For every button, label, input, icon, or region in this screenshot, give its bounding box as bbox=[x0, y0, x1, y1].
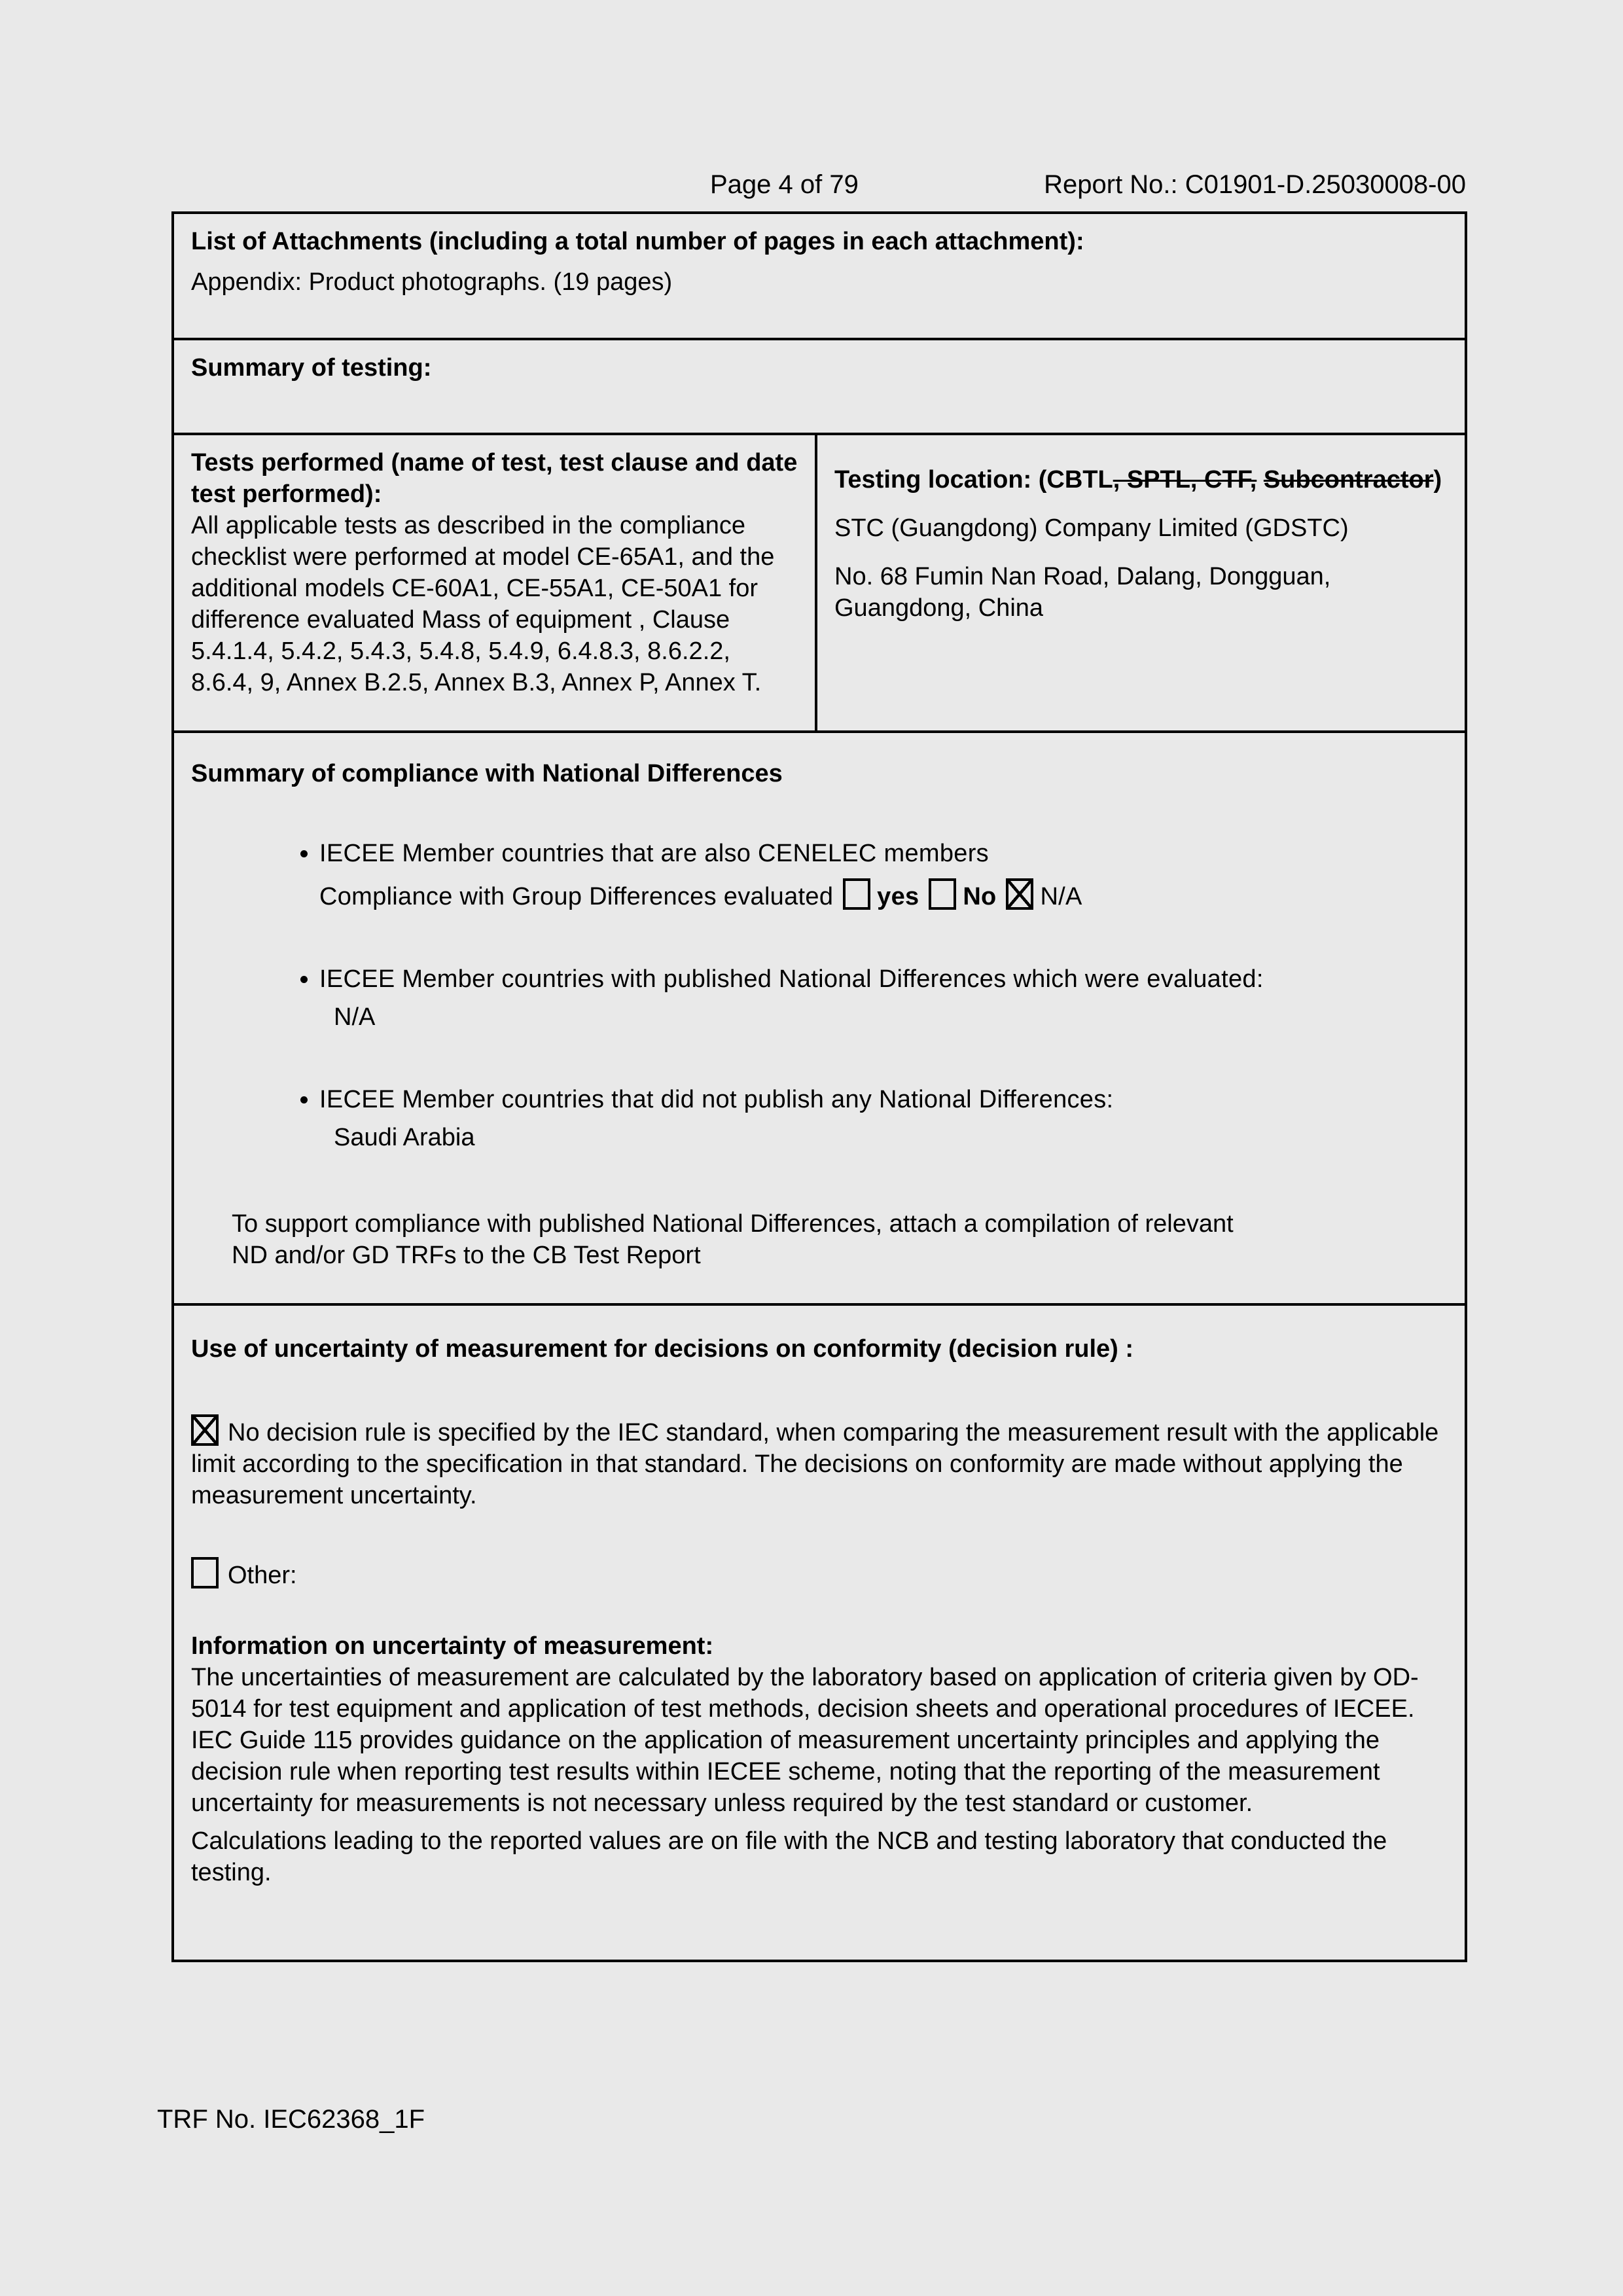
trf-number: TRF No. IEC62368_1F bbox=[157, 2105, 425, 2134]
testing-location-suffix: ) bbox=[1433, 466, 1442, 493]
compliance-evaluated-label: Compliance with Group Differences evaluated bbox=[319, 883, 834, 910]
tests-performed-title: Tests performed (name of test, test clause and date test performed): bbox=[191, 449, 798, 508]
uncertainty-info-title: Information on uncertainty of measurement: bbox=[191, 1632, 714, 1660]
page-number: Page 4 of 79 bbox=[710, 170, 859, 199]
bullet1-compliance-line bbox=[319, 878, 1448, 912]
uncertainty-paragraph-1: The uncertainties of measurement are calculated by the laboratory based on application of criteria given by OD-5014 for test equipment and application of test methods, decision sheets and operational procedures of IECEE. bbox=[191, 1664, 1419, 1723]
bullet1-text: • IECEE Member countries that are also CENELEC members bbox=[319, 840, 989, 867]
testing-location-company: STC (Guangdong) Company Limited (GDSTC) bbox=[834, 514, 1349, 542]
checkbox-na-label: N/A bbox=[1040, 883, 1082, 910]
section-national-differences bbox=[174, 730, 1465, 1303]
decision-rule-option-1 bbox=[191, 1414, 1448, 1511]
uncertainty-paragraph-3: Calculations leading to the reported values are on file with the NCB and testing laboratory that conducted the testing. bbox=[191, 1827, 1387, 1886]
summary-of-testing-title: Summary of testing: bbox=[191, 354, 432, 382]
list-item bbox=[319, 838, 1448, 912]
list-item bbox=[319, 963, 1448, 1033]
national-differences-title: Summary of compliance with National Differences bbox=[191, 760, 783, 787]
report-number: Report No.: C01901-D.25030008-00 bbox=[1044, 170, 1466, 199]
uncertainty-title: Use of uncertainty of measurement for decisions on conformity (decision rule) : bbox=[191, 1335, 1134, 1363]
decision-rule-option-2 bbox=[191, 1557, 1448, 1591]
section-tests-performed bbox=[174, 433, 1465, 730]
testing-location-struck-1: , SPTL, CTF, bbox=[1113, 466, 1257, 493]
attachments-body: Appendix: Product photographs. (19 pages) bbox=[191, 268, 673, 296]
checkbox-yes-label: yes bbox=[877, 883, 919, 910]
attachments-title: List of Attachments (including a total number of pages in each attachment): bbox=[191, 228, 1084, 255]
section-uncertainty bbox=[174, 1303, 1465, 1960]
checkbox-no-decision-rule[interactable] bbox=[191, 1414, 219, 1446]
testing-location-address: No. 68 Fumin Nan Road, Dalang, Dongguan, Guangdong, China bbox=[834, 563, 1331, 622]
national-differences-note: To support compliance with published National Differences, attach a compilation of relevant ND and/or GD TRFs to the CB Test Report bbox=[232, 1210, 1234, 1269]
testing-location-prefix: Testing location: (CBTL bbox=[834, 466, 1113, 493]
section-attachments bbox=[174, 214, 1465, 338]
report-table bbox=[171, 211, 1467, 1962]
bullet2-value: N/A bbox=[334, 1003, 376, 1031]
bullet3-text: • IECEE Member countries that did not publish any National Differences: bbox=[319, 1086, 1114, 1113]
testing-location-cell bbox=[817, 435, 1465, 730]
tests-performed-body: All applicable tests as described in the compliance checklist were performed at model CE-65A1, and the additional models CE-60A1, CE-55A1, CE-50A1 for difference evaluated Mass of equipment , Clause 5.4.1.4, 5.4.2, 5.4.3, 5.4.8, 5.4.9, 6.4.8.3, 8.6.2.2, 8.6.4, 9, Annex B.2.5, Annex B.3, Annex P, Annex T. bbox=[191, 512, 775, 696]
decision-rule-option-2-text: Other: bbox=[228, 1562, 297, 1589]
decision-rule-option-1-text: No decision rule is specified by the IEC standard, when comparing the measurement result with the applicable limit according to the specification in that standard. The decisions on conformity are made without applying the measurement uncertainty. bbox=[191, 1419, 1439, 1509]
testing-location-title bbox=[834, 464, 1449, 495]
checkbox-no-label: No bbox=[963, 883, 997, 910]
bullet2-text: • IECEE Member countries with published National Differences which were evaluated: bbox=[319, 965, 1264, 993]
national-differences-list bbox=[191, 838, 1448, 1153]
checkbox-other[interactable] bbox=[191, 1557, 219, 1588]
section-summary-of-testing bbox=[174, 338, 1465, 433]
checkbox-na[interactable] bbox=[1006, 878, 1033, 910]
checkbox-yes[interactable] bbox=[843, 878, 870, 910]
tests-performed-cell bbox=[174, 435, 817, 730]
testing-location-struck-2: Subcontractor bbox=[1263, 466, 1434, 493]
list-item bbox=[319, 1084, 1448, 1153]
bullet3-value: Saudi Arabia bbox=[334, 1124, 475, 1151]
checkbox-no[interactable] bbox=[929, 878, 956, 910]
uncertainty-paragraph-2: IEC Guide 115 provides guidance on the application of measurement uncertainty principles and applying the decision rule when reporting test results within IECEE scheme, noting that the reporting of the measurement uncertainty for measurements is not necessary unless required by the test standard or customer. bbox=[191, 1727, 1380, 1817]
